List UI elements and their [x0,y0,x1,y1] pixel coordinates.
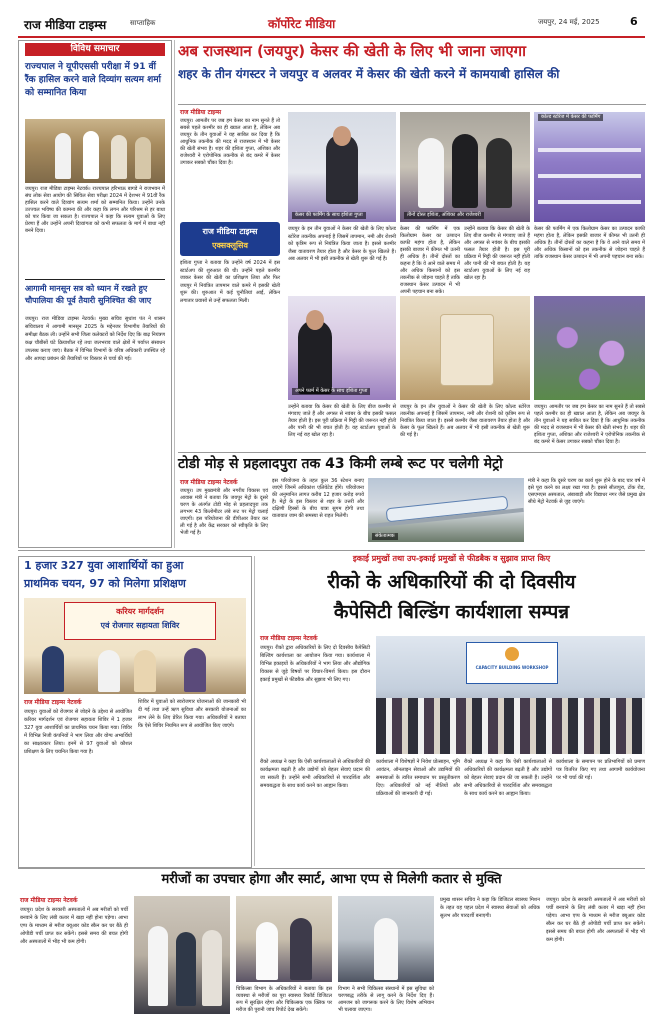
section-title: कॉर्पोरेट मीडिया [268,17,336,31]
riico-byline: राज मीडिया टाइम्स नेटवर्क [260,635,318,642]
sidebar-tag: विविध समाचार [25,43,165,56]
career-photo [24,598,246,694]
person-figure [148,926,168,1006]
saffron-caption-4: अपने फार्म में केसर के साथ इशिता गुप्ता [292,388,370,395]
badge-line1: राज मीडिया टाइम्स [202,227,258,236]
sidebar-divider [25,279,165,280]
saffron-caption-1: केसर की फार्मिंग के साथ इशिता गुप्ता [292,212,366,219]
riico-body4: कार्यशाला के समापन पर प्रतिभागियों को प्रमाण पत्र वितरित किए गए तथा आगामी कार्ययोजना पर भी चर्चा की गई। [556,759,645,781]
person-figure [374,918,398,980]
saffron-rule [178,104,646,105]
metro-headline: टोडी मोड़ से प्रहलादपुरा तक 43 किमी लम्बे रूट पर चलेगी मेट्रो [178,456,503,472]
riico-photo [376,636,645,754]
person-figure [418,138,444,208]
saffron-byline: राज मीडिया टाइम्स [180,109,222,116]
riico-body1b: रीको अध्यक्ष ने कहा कि ऐसी कार्यशालाओं से अधिकारियों की कार्यक्षमता बढ़ती है और उद्योगों को बेहतर सेवाएं प्रदान की जा सकती हैं। उन्होंने सभी अधिकारियों से पारदर्शिता और समयबद्धता के साथ कार्य करने का आह्वान किया। [260,759,371,789]
career-body2: शिविर में युवाओं को स्वरोजगार योजनाओं की जानकारी भी दी गई तथा उन्हें ऋण सुविधा और सरकारी योजनाओं का लाभ लेने के लिए प्रेरित किया गया। अधिकारियों ने बताया कि ऐसे शिविर नियमित रूप से आयोजित किए जाएंगे। [138,699,246,729]
sidebar-story1-body: जयपुर। राज मीडिया टाइम्स नेटवर्क। राज्यपाल हरिभाऊ बागडे ने राजभवन में संघ लोक सेवा आयोग की सिविल सेवा परीक्षा 2024 में देशभर में 91वीं रैंक हासिल करने वाले दिव्यांग सत्यम शर्मा को सम्मानित किया। उन्होंने उनके उज्ज्वल भविष्य की कामना की और कहा कि लगन और परिश्रम से हर बाधा को पार किया जा सकता है। राज्यपाल ने कहा कि सत्यम युवाओं के लिए प्रेरणा हैं और उन्होंने अपनी दिव्यांगता को कभी सफलता के मार्ग में बाधा नहीं बनने दिया। [25,186,165,234]
person-figure [176,932,196,1006]
person-figure [83,131,99,179]
riico-kicker: इकाई प्रमुखों तथा उप-इकाई प्रमुखों से फीडबैक व सुझाव प्राप्त किए [352,554,551,563]
riico-body3: रीको अध्यक्ष ने कहा कि ऐसी कार्यशालाओं से अधिकारियों की कार्यक्षमता बढ़ती है और उद्योगों को बेहतर सेवाएं प्रदान की जा सकती हैं। उन्होंने सभी अधिकारियों से पारदर्शिता और समयबद्धता के साथ कार्य करने का आह्वान किया। [464,759,552,797]
person-figure [486,138,512,208]
person-figure [135,137,151,179]
riico-logo-icon [505,647,519,661]
saffron-col2: जयपुर के इन तीन युवाओं ने केसर की खेती के लिए कोल्ड स्टोरेज तकनीक अपनाई है जिसमें तापमान, नमी और रोशनी को कृत्रिम रूप से नियंत्रित किया जाता है। इससे कश्मीर जैसा वातावरण तैयार होता है और केसर के फूल खिलते हैं। अब अलवर में भी इसी तकनीक से खेती शुरू की गई है। [288,226,396,262]
edition-type: साप्ताहिक [130,19,156,27]
page-number: 6 [630,15,638,28]
saffron-caption-2: तीनों दोस्त इशिता, अंशिका और राजेश्वरी [404,212,484,219]
riico-headline-2: कैपेसिटी बिल्डिंग कार्यशाला सम्पन्न [333,601,570,623]
career-body1: जयपुर। युवाओं को रोजगार से जोड़ने के उद्देश्य से आयोजित करियर मार्गदर्शन एवं रोजगार सहायता शिविर में 1 हजार 327 युवा आशार्थियों का प्राथमिक चयन किया गया। शिविर में विभिन्न निजी कंपनियों ने भाग लिया और योग्य अभ्यर्थियों का साक्षात्कार लिया। इनमें से 97 युवाओं को कौशल प्रशिक्षण के लिए चयनित किया गया है। [24,709,132,755]
camp-banner [64,602,216,640]
sidebar [18,40,172,548]
patient-body5: जयपुर। प्रदेश के सरकारी अस्पतालों में अब मरीजों को पर्ची बनवाने के लिए लंबी कतार में खड़ा नहीं होना पड़ेगा। आभा एप्प के माध्यम से मरीज क्यूआर कोड स्कैन कर घर बैठे ही ओपीडी पर्ची प्राप्त कर सकेंगे। इससे समय की बचत होगी और अस्पतालों में भीड़ भी कम होगी। [546,897,645,943]
person-figure [452,134,478,208]
metro-body3: मंत्री ने कहा कि दूसरे चरण का कार्य शुरू होने के बाद चार वर्ष में इसे पूरा करने का लक्ष्य रखा गया है। इससे सीतापुरा, टोंक रोड, एसएमएस अस्पताल, अंबाबाड़ी और विद्याधर नगर जैसे प्रमुख क्षेत्र सीधे मेट्रो नेटवर्क से जुड़ जाएंगे। [528,478,645,505]
sidebar-story2-body: जयपुर। राज मीडिया टाइम्स नेटवर्क। मुख्य सचिव सुधांश पंत ने शासन सचिवालय में आगामी मानसून 2025 के मद्देनजर विभागीय तैयारियों की समीक्षा बैठक ली। उन्होंने सभी जिला कलेक्टरों को निर्देश दिए कि बाढ़ नियंत्रण कक्ष चौबीसों घंटे क्रियाशील रहें तथा जलभराव वाले क्षेत्रों में पर्याप्त संसाधन उपलब्ध कराए जाएं। बैठक में विभिन्न विभागों के वरिष्ठ अधिकारी उपस्थित रहे और आपदा प्रबंधन की तैयारियों पर विस्तार से चर्चा की गई। [25,316,165,362]
sidebar-story2-headline: आगामी मानसून सत्र को ध्यान में रखते हुए चौपालिया की पूर्व तैयारी सुनिश्चित की जाए [25,284,152,305]
saffron-headline: अब राजस्थान (जयपुर) केसर की खेती के लिए भी जाना जाएगा [178,42,526,60]
person-figure [298,320,332,394]
banner-line2: एवं रोजगार सहायता शिविर [100,621,180,630]
masthead [18,12,645,36]
saffron-col3: केसर की फार्मिंग में एक किलोग्राम केसर का उत्पादन काफी महंगा होता है, लेकिन इसकी बाजार में कीमत भी उतनी ही अधिक है। तीनों दोस्तों का कहना है कि वे आने वाले समय में और अधिक किसानों को इस तकनीक से जोड़ना चाहते हैं ताकि राजस्थान केसर उत्पादन में भी अपनी पहचान बना सके। [400,226,460,295]
shelf-rack [538,148,641,152]
riico-body1: जयपुर। रीको द्वारा अधिकारियों के लिए दो दिवसीय कैपेसिटी बिल्डिंग कार्यशाला का आयोजन किया गया। कार्यशाला में विभिन्न इकाइयों के अधिकारियों ने भाग लिया और औद्योगिक विकास से जुड़े विषयों पर विचार-विमर्श किया। इस दौरान इकाई प्रमुखों से फीडबैक और सुझाव भी लिए गए। [260,645,370,683]
patient-photo-3 [338,896,434,982]
person-figure [55,133,71,179]
saffron-photo-friends [400,112,530,222]
exclusive-badge [180,222,280,256]
column-divider [174,40,175,548]
patient-byline: राज मीडिया टाइम्स नेटवर्क [20,897,78,904]
saffron-photo-flowers [534,296,645,400]
person-face [333,126,351,146]
riico-headline-1: रीको के अधिकारियों की दो दिवसीय [327,571,576,593]
shelf-rack [538,200,641,204]
audience-row [376,698,645,754]
banner-text: CAPACITY BUILDING WORKSHOP [475,665,549,670]
person-figure [202,930,222,1006]
patient-body3: विभाग ने सभी चिकित्सा संस्थानों में इस सुविधा को चरणबद्ध तरीके से लागू करने के निर्देश दिए हैं। आमजन को जागरूक करने के लिए विशेष अभियान भी चलाया जाएगा। [338,986,434,1013]
saffron-col2b: उन्होंने बताया कि केसर की खेती के लिए बीज कश्मीर से मंगवाए जाते हैं और अगस्त से नवंबर के बीच इसकी फसल तैयार होती है। इस पूरी प्रक्रिया में मिट्टी की जरूरत नहीं होती और पानी की भी बचत होती है। यह स्टार्टअप युवाओं के लिए नई राह खोल रहा है। [288,404,396,438]
product-bag [440,314,494,386]
saffron-photo-farm [288,296,396,400]
metro-byline: राज मीडिया टाइम्स नेटवर्क [180,479,238,486]
paper-name: राज मीडिया टाइम्स [24,18,107,32]
saffron-col4: उन्होंने बताया कि केसर की खेती के लिए बीज कश्मीर से मंगवाए जाते हैं और अगस्त से नवंबर के बीच इसकी फसल तैयार होती है। इस पूरी प्रक्रिया में मिट्टी की जरूरत नहीं होती और पानी की भी बचत होती है। यह स्टार्टअप युवाओं के लिए नई राह खोल रहा है। [464,226,530,281]
saffron-photo-storage [534,112,645,222]
patient-body1: जयपुर। प्रदेश के सरकारी अस्पतालों में अब मरीजों को पर्ची बनवाने के लिए लंबी कतार में खड़ा नहीं होना पड़ेगा। आभा एप्प के माध्यम से मरीज क्यूआर कोड स्कैन कर घर बैठे ही ओपीडी पर्ची प्राप्त कर सकेंगे। इससे समय की बचत होगी और अस्पतालों में भीड़ भी कम होगी। [20,907,128,945]
metro-body2: इस परियोजना के तहत कुल 36 स्टेशन बनाए जाएंगे जिनमें अधिकांश एलिवेटेड होंगे। परियोजना की अनुमानित लागत करीब 12 हजार करोड़ रुपये है। मेट्रो के इस विस्तार से शहर के उत्तरी और दक्षिणी हिस्सों के बीच यात्रा सुगम होगी तथा यातायात जाम की समस्या से राहत मिलेगी। [272,478,364,519]
career-byline: राज मीडिया टाइम्स नेटवर्क [24,699,82,706]
badge-line2: एक्सक्लूसिव [212,241,248,250]
saffron-caption-3: कोल्ड स्टोरेज में केसर की फार्मिंग [538,114,603,121]
person-figure [134,650,156,692]
saffron-col3b: जयपुर के इन तीन युवाओं ने केसर की खेती के लिए कोल्ड स्टोरेज तकनीक अपनाई है जिसमें तापमान, नमी और रोशनी को कृत्रिम रूप से नियंत्रित किया जाता है। इससे कश्मीर जैसा वातावरण तैयार होता है और केसर के फूल खिलते हैं। अब अलवर में भी इसी तकनीक से खेती शुरू की गई है। [400,404,530,438]
riico-top-rule [18,550,645,551]
masthead-rule [18,36,645,38]
saffron-col1: जयपुर। आमतौर पर जब हम केसर का नाम सुनते हैं तो सबसे पहले कश्मीर का ही ख्याल आता है, लेकिन अब जयपुर के तीन युवाओं ने यह साबित कर दिया है कि आधुनिक तकनीक की मदद से राजस्थान में भी केसर की खेती संभव है। शहर की इशिता गुप्ता, अंशिका और राजेश्वरी ने एरोपोनिक तकनीक से बंद कमरे में केसर उगाकर सबको चौंका दिया है। [180,118,280,166]
saffron-col4b: जयपुर। आमतौर पर जब हम केसर का नाम सुनते हैं तो सबसे पहले कश्मीर का ही ख्याल आता है, लेकिन अब जयपुर के तीन युवाओं ने यह साबित कर दिया है कि आधुनिक तकनीक की मदद से राजस्थान में भी केसर की खेती संभव है। शहर की इशिता गुप्ता, अंशिका और राजेश्वरी ने एरोपोनिक तकनीक से बंद कमरे में केसर उगाकर सबको चौंका दिया है। [534,404,645,445]
saffron-photo-ishita [288,112,396,222]
person-figure [42,646,64,692]
person-figure [184,648,206,692]
patient-photo-2 [236,896,332,982]
patient-top-rule [18,868,645,869]
saffron-photo-bags [400,296,530,400]
person-face [306,310,324,330]
shelf-rack [538,174,641,178]
sidebar-story1-headline: राज्यपाल ने यूपीएससी परीक्षा में 91 वीं रैंक हासिल करने वाले दिव्यांग सत्यम शर्मा को सम्मानित किया [25,62,161,98]
column-divider [254,556,255,866]
saffron-col1b: इशिता गुप्ता ने बताया कि उन्होंने वर्ष 2024 में इस स्टार्टअप की शुरुआत की थी। उन्होंने पहले कश्मीर जाकर केसर की खेती का प्रशिक्षण लिया और फिर जयपुर में नियंत्रित तापमान वाले कमरे में इसकी खेती शुरू की। शुरुआत में कई चुनौतियां आईं, लेकिन लगातार प्रयासों से उन्हें सफलता मिली। [180,260,280,304]
person-figure [98,650,120,692]
banner-line1: करियर मार्गदर्शन [116,607,164,616]
saffron-subheadline: शहर के तीन यंगस्टर ने जयपुर व अलवर में केसर की खेती करने में कामयाबी हासिल की [178,67,560,81]
riico-body2: कार्यशाला में विशेषज्ञों ने निवेश प्रोत्साहन, भूमि आवंटन, ऑनलाइन सेवाओं और उद्यमियों की समस्याओं के त्वरित समाधान पर प्रस्तुतीकरण दिए। अधिकारियों को नई नीतियों और प्रक्रियाओं की जानकारी दी गई। [376,759,460,797]
dateline: जयपुर, 24 मई, 2025 [538,18,600,26]
metro-caption: संकेतात्मक [372,533,398,540]
patient-headline: मरीजों का उपचार होगा और स्मार्ट, आभा एप्प से मिलेगी कतार से मुक्ति [161,872,502,887]
person-figure [256,922,278,980]
patient-body2: चिकित्सा विभाग के अधिकारियों ने बताया कि इस व्यवस्था से मरीजों का पूरा स्वास्थ्य रिकॉर्ड डिजिटल रूप में सुरक्षित रहेगा और चिकित्सक एक क्लिक पर मरीज की पुरानी जांच रिपोर्ट देख सकेंगे। [236,986,332,1013]
patient-body4: प्रमुख शासन सचिव ने कहा कि डिजिटल स्वास्थ्य मिशन के तहत यह पहल प्रदेश में स्वास्थ्य सेवाओं को अधिक सुलभ और पारदर्शी बनाएगी। [440,897,540,919]
patient-photo-1 [134,896,230,1014]
career-headline-2: प्राथमिक चयन, 97 को मिलेगा प्रशिक्षण [24,577,186,590]
metro-top-rule [178,452,646,453]
sidebar-photo-governor [25,119,165,183]
metro-body1: जयपुर। उप मुख्यमंत्री और नगरीय विकास एवं आवास मंत्री ने बताया कि जयपुर मेट्रो के दूसरे चरण के अंतर्गत टोडी मोड़ से प्रहलादपुरा तक लगभग 43 किलोमीटर लंबे रूट पर मेट्रो चलाई जाएगी। इस परियोजना की डीपीआर तैयार कर ली गई है और केंद्र सरकार को स्वीकृति के लिए भेजी गई है। [180,488,268,536]
metro-photo [368,478,524,542]
workshop-banner [466,642,558,684]
person-figure [290,918,312,980]
person-figure [111,135,127,179]
career-headline-1: 1 हजार 327 युवा आशार्थियों का हुआ [24,559,184,572]
saffron-col5: केसर की फार्मिंग में एक किलोग्राम केसर का उत्पादन काफी महंगा होता है, लेकिन इसकी बाजार में कीमत भी उतनी ही अधिक है। तीनों दोस्तों का कहना है कि वे आने वाले समय में और अधिक किसानों को इस तकनीक से जोड़ना चाहते हैं ताकि राजस्थान केसर उत्पादन में भी अपनी पहचान बना सके। [534,226,645,260]
